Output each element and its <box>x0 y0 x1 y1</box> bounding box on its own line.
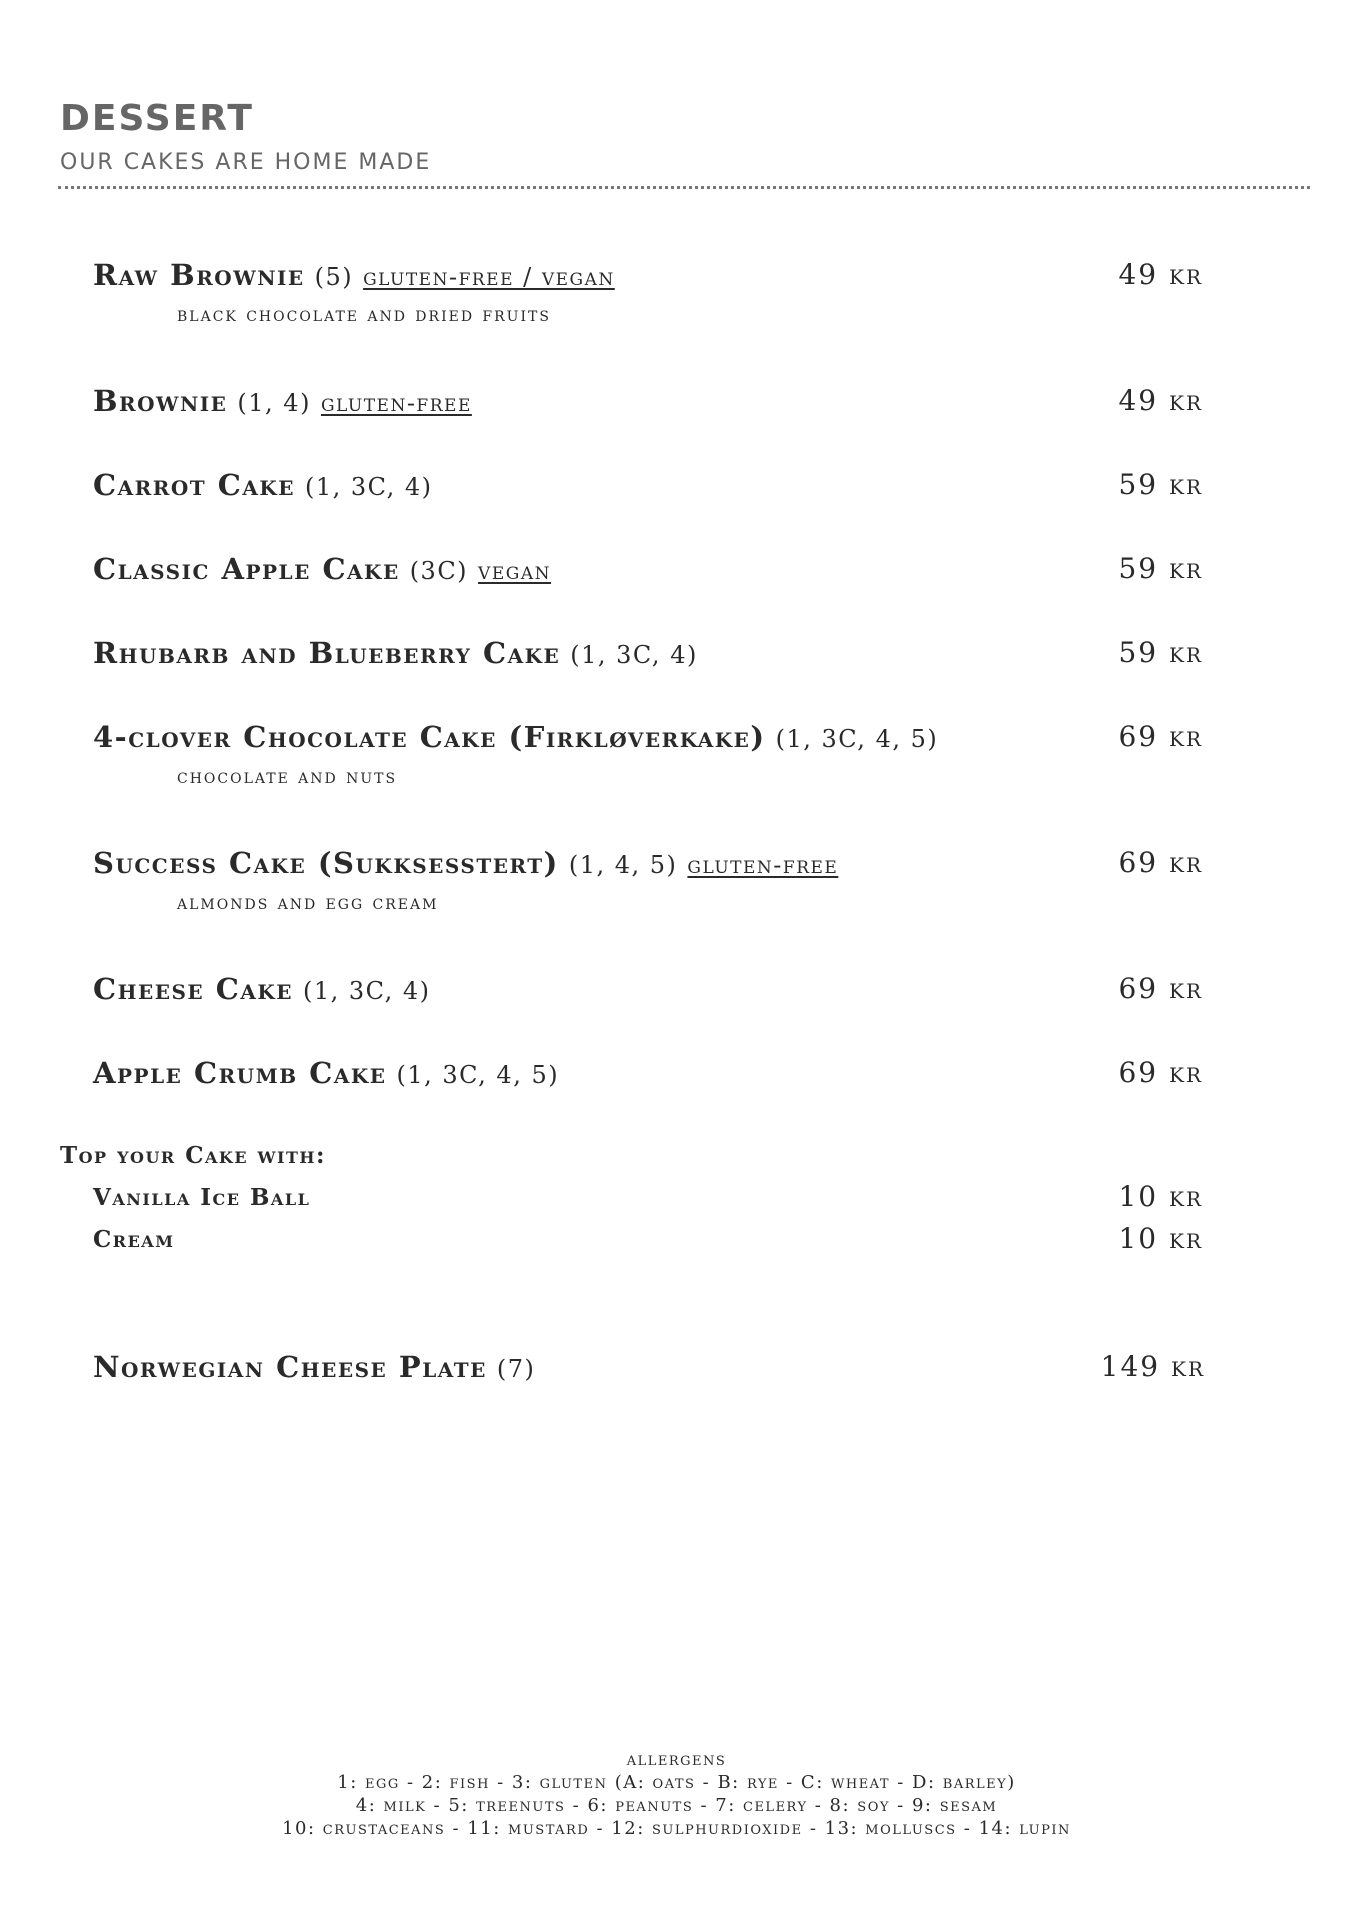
item-tag: vegan <box>478 557 551 585</box>
item-description: black chocolate and dried fruits <box>177 302 551 326</box>
item-name: Raw Brownie <box>93 258 305 292</box>
menu-item-rhubarb-blueberry-cake <box>93 636 1203 670</box>
menu-item-raw-brownie <box>93 258 1203 326</box>
item-price: 69 kr <box>1118 846 1203 879</box>
item-name: 4-clover Chocolate Cake (Firkløverkake) <box>93 720 766 754</box>
item-allergens: (1, 3C, 4) <box>304 473 433 501</box>
item-name: Brownie <box>93 384 228 418</box>
allergens-legend-line: 4: milk - 5: treenuts - 6: peanuts - 7: celery - 8: soy - 9: sesam <box>355 1795 998 1816</box>
item-price: 59 kr <box>1118 636 1203 669</box>
item-allergens: (1, 4, 5) <box>568 851 678 879</box>
item-name: Cheese Cake <box>93 972 293 1006</box>
item-name: Rhubarb and Blueberry Cake <box>93 636 561 670</box>
menu-item-apple-crumb-cake <box>93 1056 1203 1090</box>
menu-item-brownie <box>93 384 1203 418</box>
item-price: 49 kr <box>1118 258 1203 291</box>
item-description: almonds and egg cream <box>177 890 439 914</box>
topping-name: Cream <box>93 1226 175 1253</box>
item-allergens: (7) <box>496 1355 536 1383</box>
dotted-divider <box>58 186 1310 189</box>
item-allergens: (1, 3C, 4) <box>570 641 698 669</box>
menu-item-cheese-cake <box>93 972 1203 1006</box>
item-allergens: (1, 4) <box>237 389 311 417</box>
allergens-legend-line: 10: crustaceans - 11: mustard - 12: sulphurdioxide - 13: molluscs - 14: lupin <box>282 1818 1071 1839</box>
item-name: Carrot Cake <box>93 468 295 502</box>
item-allergens: (1, 3C, 4, 5) <box>396 1061 560 1089</box>
item-allergens: (3C) <box>409 557 469 585</box>
item-name: Apple Crumb Cake <box>93 1056 387 1090</box>
item-price: 69 kr <box>1118 972 1203 1005</box>
item-allergens: (1, 3C, 4) <box>302 977 431 1005</box>
menu-item-success-cake <box>93 846 1203 914</box>
toppings-heading: Top your Cake with: <box>60 1142 327 1169</box>
page-title: DESSERT <box>60 98 254 139</box>
menu-item-carrot-cake <box>93 468 1203 502</box>
item-allergens: (1, 3C, 4, 5) <box>775 725 939 753</box>
topping-price: 10 kr <box>1118 1222 1203 1255</box>
menu-item-classic-apple-cake <box>93 552 1203 586</box>
item-name: Success Cake (Sukksesstert) <box>93 846 559 880</box>
item-price: 59 kr <box>1118 552 1203 585</box>
item-tag: gluten-free <box>320 389 472 417</box>
item-price: 69 kr <box>1118 1056 1203 1089</box>
topping-name: Vanilla Ice Ball <box>93 1184 311 1211</box>
item-description: chocolate and nuts <box>177 764 398 788</box>
allergens-legend <box>0 1748 1353 1840</box>
item-tag: gluten-free / vegan <box>363 263 615 291</box>
item-name: Classic Apple Cake <box>93 552 400 586</box>
item-price: 59 kr <box>1118 468 1203 501</box>
item-price: 49 kr <box>1118 384 1203 417</box>
item-price: 69 kr <box>1118 720 1203 753</box>
topping-price: 10 kr <box>1118 1180 1203 1213</box>
menu-item-norwegian-cheese-plate <box>93 1350 1205 1384</box>
topping-cream <box>93 1222 1203 1258</box>
item-allergens: (5) <box>314 263 354 291</box>
allergens-legend-title: allergens <box>626 1749 727 1770</box>
item-price: 149 kr <box>1100 1350 1205 1383</box>
item-name: Norwegian Cheese Plate <box>93 1350 487 1384</box>
menu-item-4-clover-chocolate-cake <box>93 720 1203 788</box>
item-tag: gluten-free <box>687 851 839 879</box>
page-subtitle: OUR CAKES ARE HOME MADE <box>60 150 432 175</box>
topping-vanilla-ice-ball <box>93 1180 1203 1216</box>
allergens-legend-line: 1: egg - 2: fish - 3: gluten (A: oats - B: rye - C: wheat - D: barley) <box>337 1772 1016 1793</box>
